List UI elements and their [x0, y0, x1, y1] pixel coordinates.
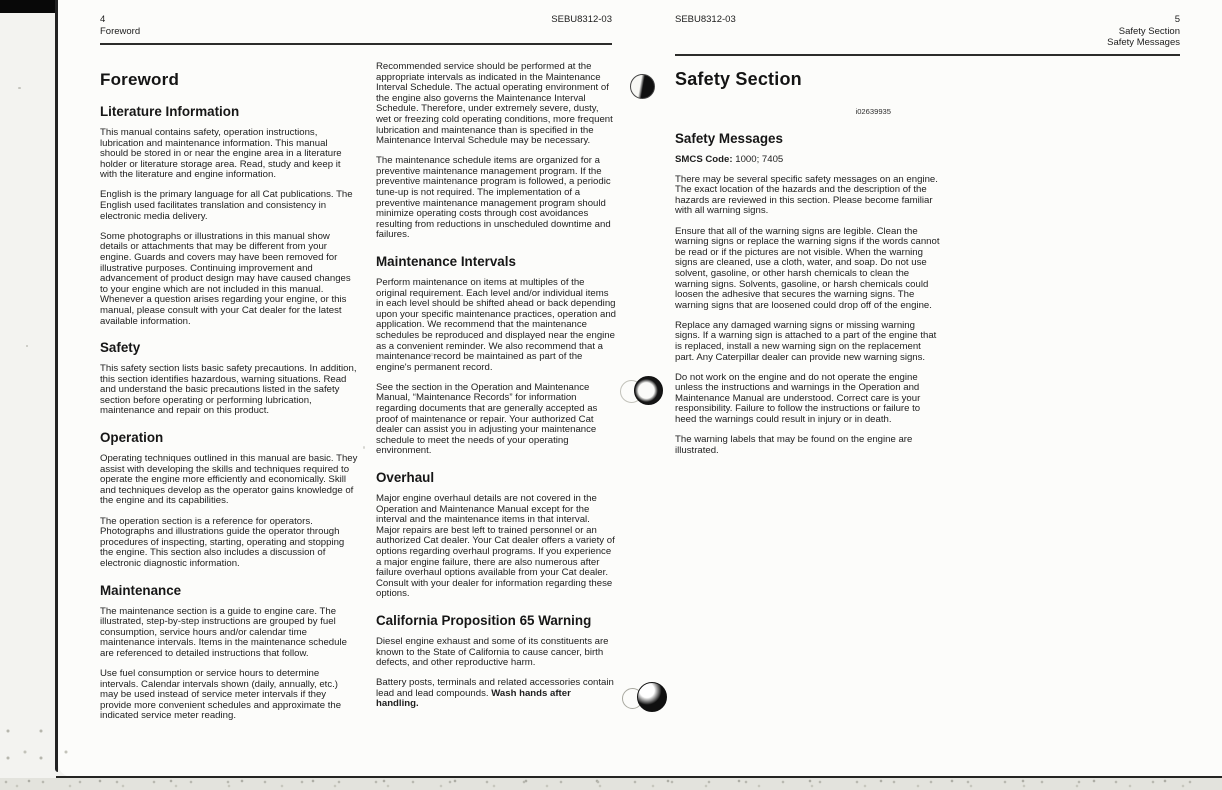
punch-hole-artifact-2: [634, 376, 663, 405]
paragraph: Operating techniques outlined in this manual are basic. They assist with developing the skills and techniques required to operate the engine more efficiently and economically. Skill and techniques develop as the operator gains knowledge of the engine and its capabilities.: [100, 453, 358, 507]
paragraph: The maintenance schedule items are organized for a preventive maintenance management program. If the preventive maintenance program is followed, a periodic tune-up is not required. The implementation of a preventive maintenance management program should minimize operating costs through cost avoidances resulting from reductions in unscheduled downtime and failures.: [376, 155, 611, 241]
paragraph: The operation section is a reference for operators. Photographs and illustrations guide the operator through procedures of inspecting, starting, operating and stopping the engine. This section also includes a discussion of electronic diagnostic information.: [100, 515, 345, 569]
page-edge-line: [55, 0, 58, 772]
paragraph: The maintenance section is a guide to engine care. The illustrated, step-by-step instructions are grouped by fuel consumption, service hours and/or calendar time maintenance intervals. Items in the maintenance schedule are referenced to detailed instructions that follow.: [100, 605, 347, 659]
subsection-heading: Operation: [100, 430, 164, 446]
scan-speck: [18, 87, 21, 89]
scan-smudge: [363, 446, 365, 449]
subsection-heading: Literature Information: [100, 104, 240, 119]
paragraph: This manual contains safety, operation instructions, lubrication and maintenance information. This manual should be stored in or near the engine area in a literature holder or literature storage area. Read, study and keep it with the literature and engine information.: [100, 127, 342, 181]
section-label: Safety Section: [1118, 25, 1180, 37]
subsection-heading: California Proposition 65 Warning: [376, 612, 592, 628]
scanner-bottom-band: [0, 778, 1222, 790]
paragraph: See the section in the Operation and Maintenance Manual, “Maintenance Records” for information regarding documents that are generally accepted as proof of maintenance or repair. Your authorized Cat dealer can assist you in adjusting your maintenance schedule to meet the needs of your operating environment.: [376, 381, 598, 457]
paragraph: Recommended service should be performed at the appropriate intervals as indicated in the Maintenance Interval Schedule. The actual operating environment of the engine also governs the Maintenance Interval Schedule. Therefore, under extremely severe, dusty, wet or freezing cold operating conditions, more frequent lubrication and maintenance than is specified in the Maintenance Interval Schedule may be necessary.: [376, 61, 613, 147]
chapter-label: Foreword: [100, 25, 141, 37]
smcs-code-line: SMCS Code: 1000; 7405: [675, 153, 784, 165]
left-page-column-2: [376, 62, 616, 720]
paragraph: Use fuel consumption or service hours to determine intervals. Calendar intervals shown (daily, annually, etc.) may be used instead of service meter intervals if they provide more convenient schedules and approximate the indicated service meter reading.: [100, 667, 342, 722]
scan-speck: [26, 345, 28, 347]
right-page-number: 5: [1174, 14, 1180, 25]
paragraph: Ensure that all of the warning signs are legible. Clean the warning signs or replace the warning signs if the words cannot be read or if the pictures are not visible. When the warning signs are cleaned, use a cloth, water, and soap. Do not use solvent, gasoline, or other harsh chemicals to clean the warning signs. Solvents, gasoline, or harsh chemicals could loosen the adhesive that secures the warning signs. The warning signs that are loosened could drop off of the engine.: [675, 225, 940, 311]
paragraph: This safety section lists basic safety precautions. In addition, this section identifies hazardous, warning situations. Read and understand the basic precautions listed in the safety section before operating or performing lubrication, maintenance and repair on this product.: [100, 363, 357, 417]
punch-hole-artifact-3: [637, 682, 667, 712]
left-page-header: [100, 14, 612, 45]
left-page-column-1: [100, 70, 358, 731]
subsection-heading: Safety Messages: [675, 130, 783, 146]
subsection-heading: Maintenance Intervals: [376, 254, 516, 269]
right-page-column-1: [675, 70, 941, 466]
paragraph: Diesel engine exhaust and some of its constituents are known to the State of California to cause cancer, birth defects, and other reproductive harm.: [376, 635, 609, 669]
paragraph: Perform maintenance on items at multiples of the original requirement. Each level and/or individual items in each level should be shifted ahead or back depending upon your specific maintenance practices, operation and application. We recommend that the maintenance schedules be reproduced and displayed near the engine as a convenient reminder. We also recommend that a maintenance record be maintained as part of the engine's permanent record.: [376, 277, 616, 373]
paragraph: Replace any damaged warning signs or missing warning signs. If a warning sign is attached to a part of the engine that is replaced, install a new warning sign on the replacement part. Any Caterpillar dealer can provide new warning signs.: [675, 319, 937, 363]
paragraph: Some photographs or illustrations in this manual show details or attachments that may be different from your engine. Guards and covers may have been removed for illustrative purposes. Continuing improvement and advancement of product design may have caused changes to your engine which are not included in this manual. Whenever a question arises regarding your engine, or this manual, please consult with your Cat dealer for the latest available information.: [100, 230, 351, 327]
right-page-header: [675, 14, 1180, 56]
paragraph: English is the primary language for all Cat publications. The English used facilitates translation and consistency in electronic media delivery.: [100, 189, 353, 222]
paragraph: Do not work on the engine and do not operate the engine unless the instructions and warnings in the Operation and Maintenance Manual are understood. Correct care is your responsibility. Failure to follow the instructions or failure to heed the warnings could result in injury or in death.: [675, 371, 921, 426]
header-rule: [100, 43, 612, 45]
subsection-label: Safety Messages: [1107, 37, 1180, 48]
doc-code: SEBU8312-03: [551, 14, 612, 25]
subsection-heading: Maintenance: [100, 582, 182, 598]
paragraph: Battery posts, terminals and related accessories contain lead and lead compounds. Wash hands after handling.: [376, 677, 614, 710]
section-title: Foreword: [100, 70, 180, 89]
subsection-heading: Safety: [100, 340, 141, 356]
header-rule: [675, 54, 1180, 56]
doc-code: SEBU8312-03: [675, 14, 736, 25]
paragraph: The warning labels that may be found on the engine are illustrated.: [675, 434, 913, 456]
revision-code: i02639935: [855, 107, 891, 116]
left-page-number: 4: [100, 14, 106, 25]
paragraph: There may be several specific safety messages on an engine. The exact location of the hazards and the description of the hazards are reviewed in this section. Please become familiar with all warning signs.: [675, 173, 938, 217]
scan-speckle: [0, 722, 70, 782]
section-title: Safety Section: [675, 69, 802, 89]
scan-black-bar: [0, 0, 58, 13]
punch-hole-artifact-1: [630, 74, 655, 99]
subsection-heading: Overhaul: [376, 470, 435, 485]
paragraph: Major engine overhaul details are not covered in the Operation and Maintenance Manual except for the interval and the maintenance items in that interval. Major repairs are best left to trained personnel or an authorized Cat dealer. Your Cat dealer offers a variety of options regarding overhaul programs. If you experience a major engine failure, there are also numerous after failure overhaul options available from your Cat dealer. Consult with your dealer for information regarding these options.: [376, 493, 615, 600]
